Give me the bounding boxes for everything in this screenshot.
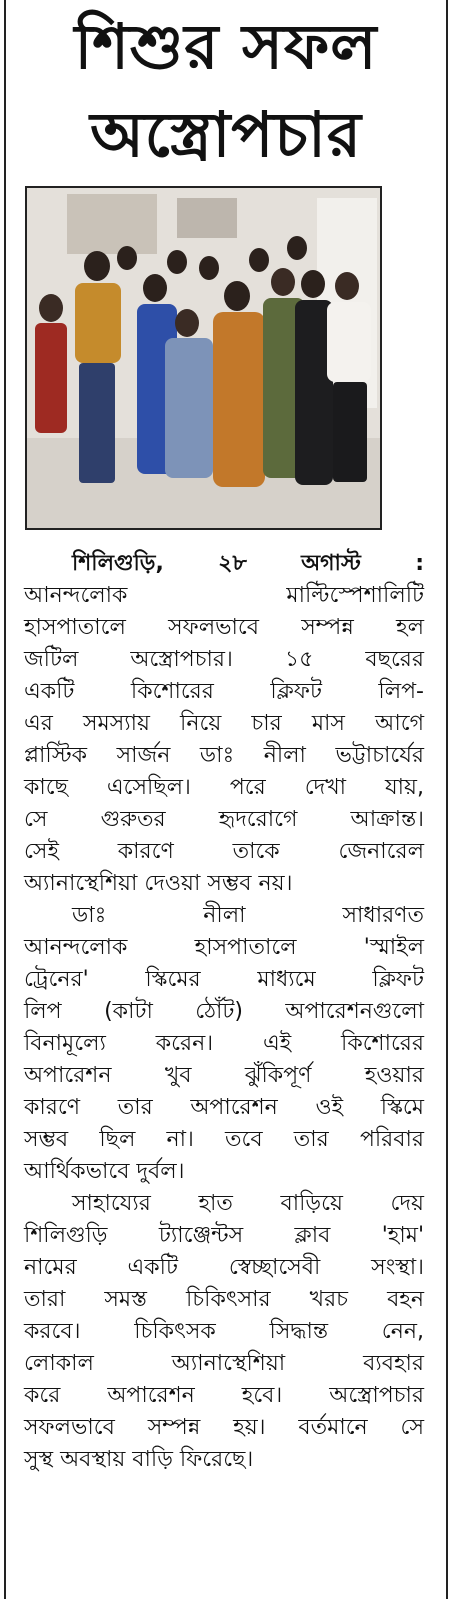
article-line-16: অপারেশন খুব ঝুঁকিপূর্ণ হওয়ার: [24, 1063, 424, 1088]
article-line-25: লোকাল অ্যানাস্থেশিয়া ব্যবহার: [24, 1351, 424, 1376]
article-line-15: বিনামূল্যে করেন। এই কিশোরের: [24, 1031, 424, 1056]
article-line-13: ট্রেনের' স্কিমের মাধ্যমে ক্লিফট: [24, 967, 424, 992]
article-line-17: কারণে তার অপারেশন ওই স্কিমে: [24, 1095, 424, 1120]
article-line-5: এর সমস্যায় নিয়ে চার মাস আগে: [24, 711, 424, 736]
article-line-21: শিলিগুড়ি ট্যাঞ্জেন্টস ক্লাব 'হাম': [24, 1223, 424, 1248]
article-line-11: ডাঃ নীলা সাধারণত: [72, 903, 424, 928]
article-line-10: অ্যানাস্থেশিয়া দেওয়া সম্ভব নয়।: [24, 871, 293, 896]
article-line-8: সে গুরুতর হৃদরোগে আক্রান্ত।: [24, 807, 424, 832]
headline-line-2: অস্ত্রোপচার: [90, 98, 362, 171]
article-line-22: নামের একটি স্বেচ্ছাসেবী সংস্থা।: [24, 1255, 424, 1280]
dateline-text: শিলিগুড়ি, ২৮ অগাস্ট :: [72, 551, 424, 576]
article-line-23: তারা সমস্ত চিকিৎসার খরচ বহন: [24, 1287, 424, 1312]
article-line-2: হাসপাতালে সফলভাবে সম্পন্ন হল: [24, 615, 424, 640]
article-line-6: প্লাস্টিক সার্জন ডাঃ নীলা ভট্টাচার্যের: [24, 743, 424, 768]
article-line-27: সফলভাবে সম্পন্ন হয়। বর্তমানে সে: [24, 1415, 424, 1440]
article-line-4: একটি কিশোরের ক্লিফট লিপ-: [24, 679, 424, 704]
article-line-19: আর্থিকভাবে দুর্বল।: [24, 1159, 185, 1184]
headline-line-1: শিশুর সফল: [74, 10, 378, 83]
article-line-18: সম্ভব ছিল না। তবে তার পরিবার: [24, 1127, 424, 1152]
article-line-12: আনন্দলোক হাসপাতালে 'স্মাইল: [24, 935, 424, 960]
article-dateline: [24, 548, 424, 580]
article-line-26: করে অপারেশন হবে। অস্ত্রোপচার: [24, 1383, 424, 1408]
column-rule-left: [4, 0, 6, 1599]
article-line-14: লিপ (কাটা ঠোঁট) অপারেশনগুলো: [24, 999, 424, 1024]
group-photo-icon: [27, 188, 380, 528]
column-rule-right: [446, 0, 448, 1599]
article-line-1: আনন্দলোক মাল্টিস্পেশালিটি: [24, 583, 424, 608]
article-line-28: সুস্থ অবস্থায় বাড়ি ফিরেছে।: [24, 1447, 254, 1472]
article-line-9: সেই কারণে তাকে জেনারেল: [24, 839, 424, 864]
news-photo: [25, 186, 382, 530]
article-line-3: জটিল অস্ত্রোপচার। ১৫ বছরের: [24, 647, 424, 672]
article-line-20: সাহায্যের হাত বাড়িয়ে দেয়: [72, 1191, 424, 1216]
article-line-7: কাছে এসেছিল। পরে দেখা যায়,: [24, 775, 424, 800]
article-line-24: করবে। চিকিৎসক সিদ্ধান্ত নেন,: [24, 1319, 424, 1344]
